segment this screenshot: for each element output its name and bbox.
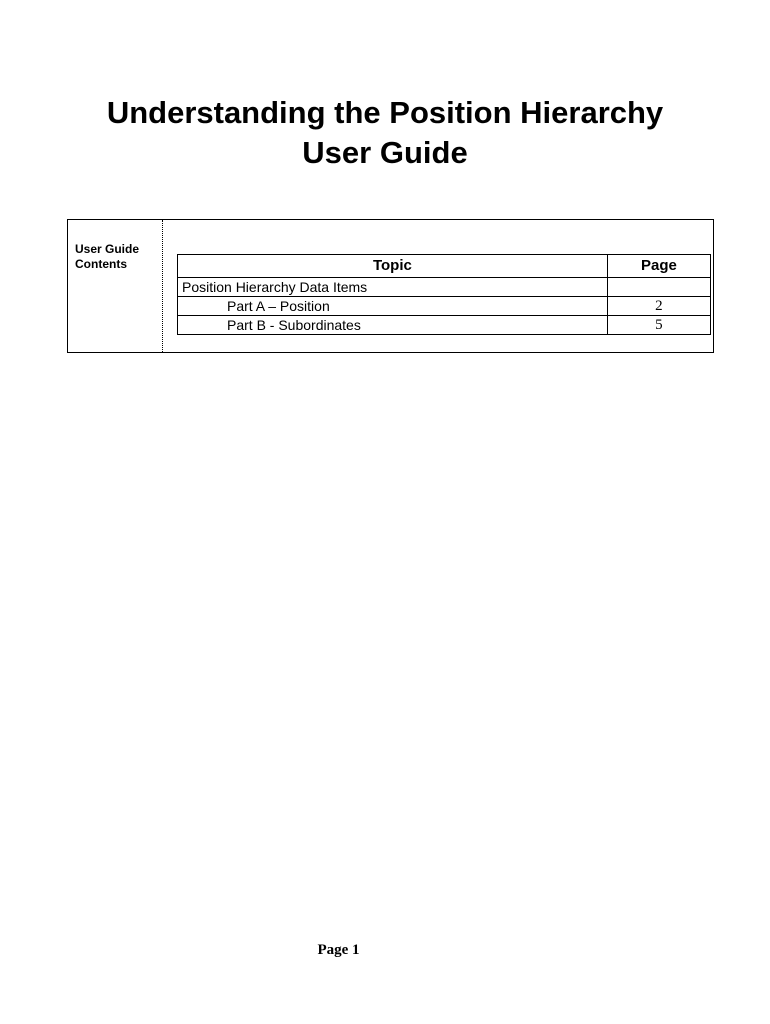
toc-header-row xyxy=(178,255,711,278)
contents-label-column xyxy=(68,220,163,352)
document-title xyxy=(0,93,770,173)
table-row xyxy=(178,316,711,335)
toc-page: 2 xyxy=(607,297,710,316)
title-line-1: Understanding the Position Hierarchy xyxy=(106,95,664,130)
contents-box xyxy=(67,219,714,353)
toc-header-topic: Topic xyxy=(178,255,608,278)
table-row xyxy=(178,278,711,297)
page-number: Page 1 xyxy=(317,942,360,958)
toc-page: 5 xyxy=(607,316,710,335)
toc-topic[interactable]: Part B - Subordinates xyxy=(178,316,608,335)
table-row xyxy=(178,297,711,316)
table-of-contents xyxy=(177,254,711,335)
toc-header-page: Page xyxy=(607,255,710,278)
toc-topic[interactable]: Position Hierarchy Data Items xyxy=(178,278,608,297)
contents-label-line-1: User Guide xyxy=(75,242,140,256)
title-line-2: User Guide xyxy=(302,135,468,170)
contents-label xyxy=(75,242,139,272)
contents-label-line-2: Contents xyxy=(75,257,127,271)
toc-page xyxy=(607,278,710,297)
toc-topic[interactable]: Part A – Position xyxy=(178,297,608,316)
